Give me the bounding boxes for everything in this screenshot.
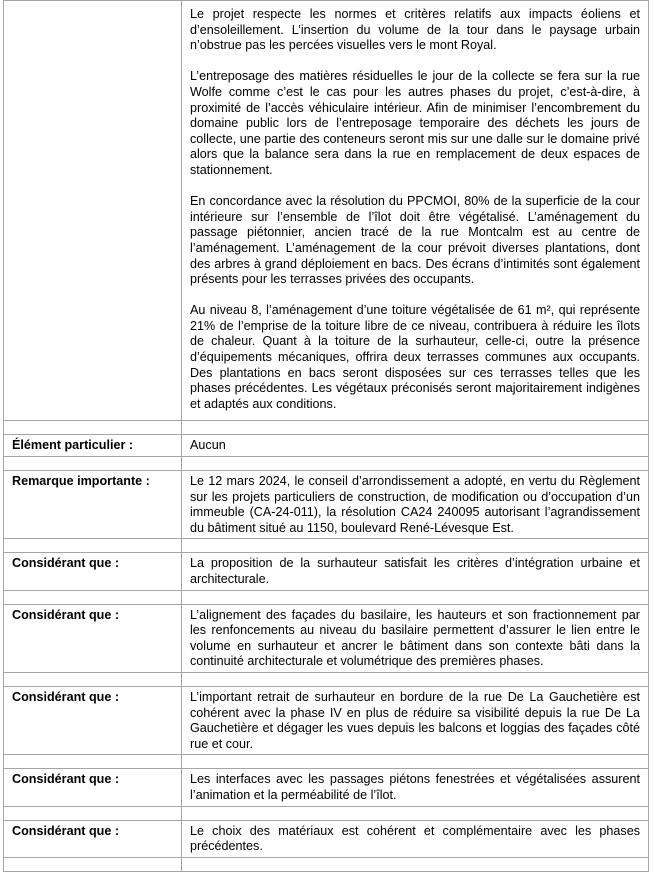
table-row	[4, 604, 649, 672]
row-value: Aucun	[190, 438, 226, 453]
row-label: Considérant que :	[12, 607, 120, 622]
paragraph: L’entreposage des matières résiduelles le jour de la collecte se fera sur la rue Wolfe comme c’est le cas pour les autres phases du projet, c’est-à-dire, à proximité de l’accès véhiculaire intérieur. Afin de minimiser l’encombrement du domaine public lors de l’entreposage temporaire des déchets les jours de collecte, une partie des conteneurs seront mis sur une dalle sur le domaine privé alors que la balance sera dans la rue en remplacement de deux espaces de stationnement.	[190, 69, 640, 177]
table-row	[4, 1, 649, 421]
table-row	[4, 686, 649, 754]
table-row	[4, 471, 649, 539]
spacer-row	[4, 857, 649, 871]
spacer-row	[4, 806, 649, 820]
table-row	[4, 435, 649, 457]
paragraph: En concordance avec la résolution du PPCMOI, 80% de la superficie de la cour intérieure sur l’ensemble de l’îlot doit être végétalisé. L’aménagement du passage piétonnier, ancien tracé de la rue Montcalm est au centre de l’aménagement. L’aménagement de la cour prévoit diverses plantations, dont des arbres à grand déploiement en bacs. Des écrans d’intimités sont également présents pour les terrasses privées des occupants.	[190, 194, 640, 287]
row-label: Considérant que :	[12, 689, 120, 704]
row-value: Les interfaces avec les passages piétons fenestrées et végétalisées assurent l’animation et la perméabilité de l’îlot.	[190, 772, 640, 802]
value-cell	[182, 1, 649, 421]
table-row	[4, 553, 649, 590]
table-row	[4, 820, 649, 857]
review-table	[3, 0, 649, 872]
row-value: La proposition de la surhauteur satisfait les critères d’intégration urbaine et architecturale.	[190, 556, 640, 586]
row-value: Le choix des matériaux est cohérent et complémentaire avec les phases précédentes.	[190, 823, 640, 854]
continuation-text	[182, 1, 648, 420]
spacer-row	[4, 672, 649, 686]
spacer-row	[4, 755, 649, 769]
row-label: Considérant que :	[12, 823, 120, 838]
row-value: Le 12 mars 2024, le conseil d’arrondissement a adopté, en vertu du Règlement sur les projets particuliers de construction, de modification ou d’occupation d’un immeuble (CA-24-011), la résolution CA24 240095 autorisant l’agrandissement du bâtiment situé au 1150, boulevard René-Lévesque Est.	[190, 474, 640, 535]
label-cell-empty	[4, 1, 182, 421]
row-value: L’important retrait de surhauteur en bordure de la rue De La Gauchetière est cohérent avec la phase IV en plus de réduire sa visibilité depuis la rue De La Gauchetière et dégager les vues depuis les balcons et loggias des façades côté rue et cour.	[190, 689, 640, 751]
row-value: L’alignement des façades du basilaire, les hauteurs et son fractionnement par les renfoncements au niveau du basilaire permettent d’assurer le lien entre le volume en surhauteur et ancrer le bâtiment dans son contexte bâti dans la continuité architecturale et volumétrique des premières phases.	[190, 607, 640, 669]
table-row	[4, 769, 649, 806]
spacer-row	[4, 421, 649, 435]
paragraph: Le projet respecte les normes et critères relatifs aux impacts éoliens et d’ensoleillement. L’insertion du volume de la tour dans le paysage urbain n’obstrue pas les percées visuelles vers le mont Royal.	[190, 7, 640, 53]
spacer-row	[4, 457, 649, 471]
row-label: Élément particulier :	[12, 438, 134, 453]
row-label: Considérant que :	[12, 556, 120, 571]
row-label: Considérant que :	[12, 772, 120, 787]
spacer-row	[4, 539, 649, 553]
spacer-row	[4, 590, 649, 604]
row-label: Remarque importante :	[12, 474, 150, 489]
paragraph: Au niveau 8, l’aménagement d’une toiture végétalisée de 61 m², qui représente 21% de l’emprise de la toiture libre de ce niveau, contribuera à réduire les îlots de chaleur. Quant à la toiture de la surhauteur, celle-ci, outre la présence d’équipements mécaniques, offrira deux terrasses communes aux occupants. Des plantations en bacs seront disposées sur ces terrasses telles que les phases précédentes. Les végétaux préconisés seront majoritairement indigènes et adaptés aux conditions.	[190, 303, 640, 411]
